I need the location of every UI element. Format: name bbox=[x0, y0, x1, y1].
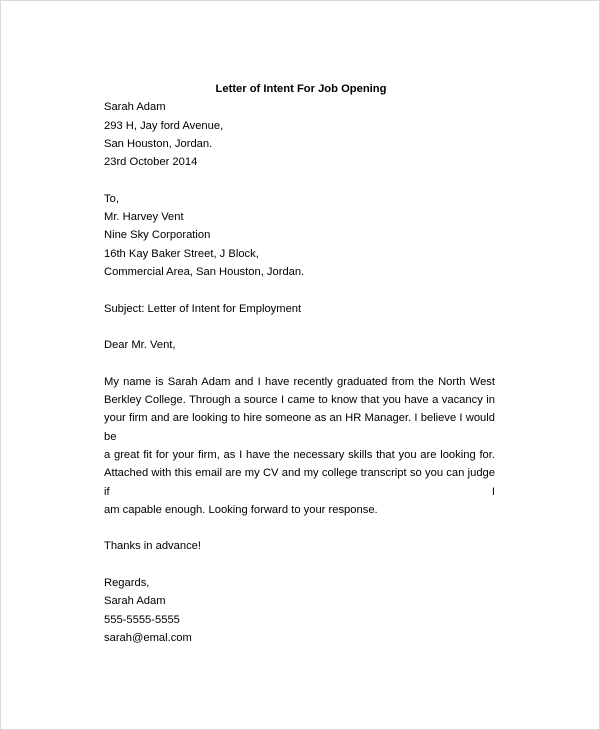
spacer bbox=[104, 281, 495, 299]
recipient-name: Mr. Harvey Vent bbox=[104, 211, 184, 224]
spacer bbox=[104, 318, 495, 336]
closing-phone: 555-5555-5555 bbox=[104, 613, 180, 626]
body-line: Attached with this email are my CV and my college transcript so you can judge if I bbox=[104, 467, 495, 498]
sender-name: Sarah Adam bbox=[104, 101, 166, 114]
closing-regards: Regards, bbox=[104, 577, 150, 590]
recipient-company: Nine Sky Corporation bbox=[104, 229, 211, 242]
salutation: Dear Mr. Vent, bbox=[104, 339, 176, 352]
closing-email: sarah@emal.com bbox=[104, 631, 192, 644]
spacer bbox=[104, 519, 495, 537]
closing-name: Sarah Adam bbox=[104, 595, 166, 608]
body-line: Berkley College. Through a source I came to know that you have a vacancy in bbox=[104, 394, 495, 407]
recipient-to: To, bbox=[104, 192, 119, 205]
body-line: My name is Sarah Adam and I have recently graduated from the North West bbox=[104, 375, 495, 388]
thanks-line: Thanks in advance! bbox=[104, 540, 202, 553]
recipient-address-line-2: Commercial Area, San Houston, Jordan. bbox=[104, 265, 305, 278]
letter-content bbox=[104, 80, 495, 647]
letter-subject: Subject: Letter of Intent for Employment bbox=[104, 302, 302, 315]
sender-address-line-2: San Houston, Jordan. bbox=[104, 137, 213, 150]
spacer bbox=[104, 354, 495, 372]
recipient-address-line-1: 16th Kay Baker Street, J Block, bbox=[104, 247, 259, 260]
body-line: a great fit for your firm, as I have the necessary skills that you are looking for. bbox=[104, 448, 495, 461]
letter-date: 23rd October 2014 bbox=[104, 156, 198, 169]
spacer bbox=[104, 171, 495, 189]
letter-body bbox=[104, 373, 495, 519]
sender-address-line-1: 293 H, Jay ford Avenue, bbox=[104, 119, 224, 132]
body-line: am capable enough. Looking forward to your response. bbox=[104, 503, 378, 516]
spacer bbox=[104, 556, 495, 574]
body-line: your firm and are looking to hire someone as an HR Manager. I believe I would be bbox=[104, 412, 495, 443]
letter-title: Letter of Intent For Job Opening bbox=[215, 83, 387, 95]
